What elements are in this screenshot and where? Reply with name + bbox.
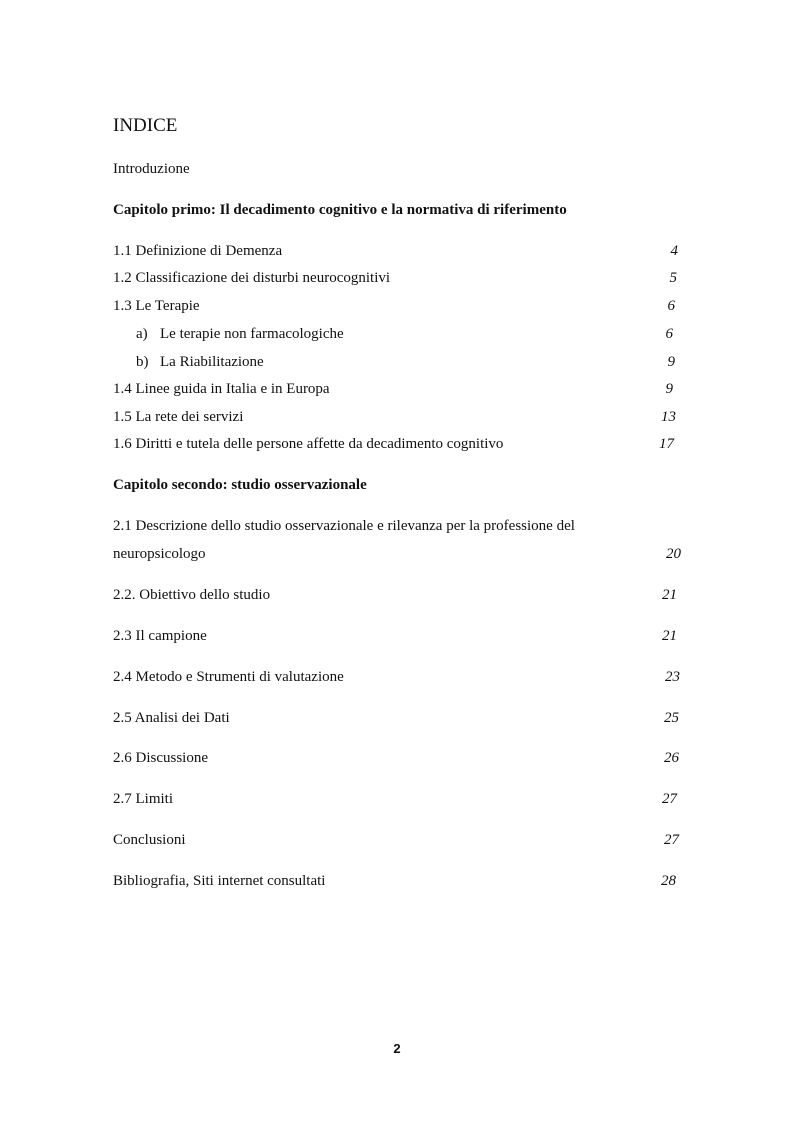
toc-entry-page: 6 (665, 326, 673, 342)
toc-subentry-marker: b) (136, 354, 149, 370)
toc-entry-page: 13 (661, 409, 676, 425)
toc-entry-label: 2.1 Descrizione dello studio osservazionale e rilevanza per la professione del (113, 518, 575, 534)
chapter-1-title: Capitolo primo: Il decadimento cognitivo e la normativa di riferimento (113, 202, 567, 218)
toc-entry-page: 28 (661, 873, 676, 889)
toc-entry-page: 20 (666, 546, 681, 562)
toc-entry-label: 1.3 Le Terapie (113, 298, 200, 314)
toc-entry-page: 23 (665, 669, 680, 685)
toc-subentry-marker: a) (136, 326, 148, 342)
toc-entry-label: 2.5 Analisi dei Dati (113, 710, 230, 726)
page-title: INDICE (113, 115, 178, 136)
toc-entry-page: 17 (659, 436, 674, 452)
toc-entry-label: 1.6 Diritti e tutela delle persone affette da decadimento cognitivo (113, 436, 504, 452)
toc-subentry-label: La Riabilitazione (160, 354, 264, 370)
toc-entry-label: 1.1 Definizione di Demenza (113, 243, 283, 259)
toc-entry-page: 5 (669, 270, 677, 286)
toc-entry-label: 2.7 Limiti (113, 791, 173, 807)
toc-entry-label-continuation: neuropsicologo (113, 546, 206, 562)
toc-entry-label: 2.3 Il campione (113, 628, 207, 644)
toc-entry-page: 4 (670, 243, 678, 259)
toc-entry-label: 2.4 Metodo e Strumenti di valutazione (113, 669, 344, 685)
toc-entry-page: 26 (664, 750, 679, 766)
chapter-2-title: Capitolo secondo: studio osservazionale (113, 477, 367, 493)
toc-introduction: Introduzione (113, 161, 190, 177)
toc-bibliography: Bibliografia, Siti internet consultati (113, 873, 326, 889)
toc-entry-page: 27 (662, 791, 677, 807)
toc-subentry-label: Le terapie non farmacologiche (160, 326, 344, 342)
page-number-footer: 2 (393, 1041, 401, 1056)
toc-entry-label: 2.2. Obiettivo dello studio (113, 587, 271, 603)
toc-conclusions: Conclusioni (113, 832, 186, 848)
toc-entry-label: 1.4 Linee guida in Italia e in Europa (113, 381, 330, 397)
toc-entry-page: 27 (664, 832, 679, 848)
toc-entry-label: 1.2 Classificazione dei disturbi neurocognitivi (113, 270, 391, 286)
toc-entry-label: 1.5 La rete dei servizi (113, 409, 244, 425)
toc-entry-page: 9 (667, 354, 675, 370)
toc-entry-page: 25 (664, 710, 679, 726)
toc-entry-page: 6 (667, 298, 675, 314)
toc-entry-label: 2.6 Discussione (113, 750, 208, 766)
toc-entry-page: 21 (662, 587, 677, 603)
toc-entry-page: 9 (665, 381, 673, 397)
toc-entry-page: 21 (662, 628, 677, 644)
